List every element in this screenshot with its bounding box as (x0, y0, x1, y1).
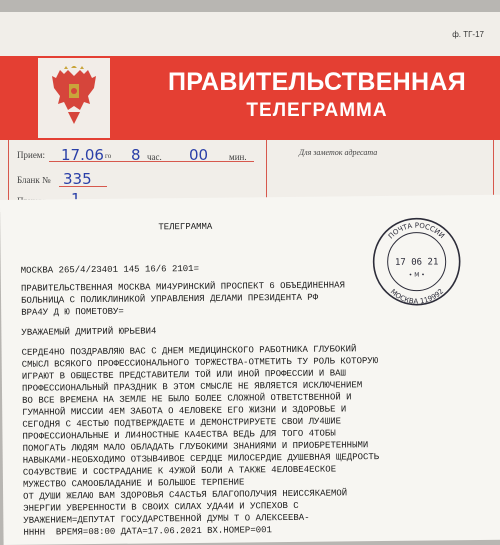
priem-row (17, 150, 45, 160)
body-line: НАВЫКАМИ-НЕОБХОДИМО ОТЗЫВ4ИВОЕ СЕРДЦЕ МИЛОСЕРДИЕ ДУШЕВНАЯ ЩЕДРОСТЬ (22, 452, 380, 466)
telegram-tape-sheet (0, 195, 500, 545)
form-subtitle: ТЕЛЕГРАММА (246, 100, 388, 121)
double-headed-eagle-icon (50, 66, 98, 128)
priem-word: го (105, 152, 112, 160)
blank-row (17, 175, 51, 185)
notes-label: Для заметок адресата (299, 148, 378, 157)
telegram-form-blank (0, 12, 500, 212)
body-line: СЕРДЕ4НО ПОЗДРАВЛЯЮ ВАС С ДНЕМ МЕДИЦИНСКОГО РАБОТНИКА ГЛУБОКИЙ (21, 344, 357, 358)
body-line: ПОМОГАТЬ ЛЮДЯМ МАЛО ОБЛАДАТЬ ГЛУБОКИМИ ЗНАНИЯМИ И ПРИОБРЕТЕННЫМИ (22, 440, 369, 454)
min-label: мин. (229, 152, 247, 162)
hour-label: час. (147, 152, 162, 162)
body-line: СО4УВСТВИЕ И СОСТРАДАНИЕ К 4УЖОЙ БОЛИ А ТАКЖЕ 4ЕЛОВЕ4ЕСКОЕ (22, 464, 337, 478)
body-line: СМЫСЛ ВСЯКОГО ПРОФЕССИОНАЛЬНОГО ТОРЖЕСТВА-ОТМЕТИТЬ ТУ РОЛЬ КОТОРУЮ (21, 356, 379, 370)
address-line: ПРАВИТЕЛЬСТВЕННАЯ МОСКВА МИ4УРИНСКИЙ ПРОСПЕКТ 6 ОБЪЕДИНЕННАЯ (20, 280, 346, 294)
address-line: ВРА4У Д Ю ПОМЕТОВУ= (21, 306, 124, 318)
blank-label: Бланк № (17, 175, 51, 185)
red-banner (0, 56, 500, 140)
priem-label: Прием: (17, 150, 46, 160)
greeting-line: УВАЖАЕМЫЙ ДМИТРИЙ ЮРЬЕВИ4 (21, 326, 157, 338)
body-line: УВАЖЕНИЕМ=ДЕПУТАТ ГОСУДАРСТВЕННОЙ ДУМЫ Т О АЛЕКСЕЕВА- (23, 512, 310, 526)
body-line: ИГРАЮТ В ОБЩЕСТВЕ ПРЕДСТАВИТЕЛИ ТОЙ ИЛИ ИНОЙ ПРОФЕССИИ И ВАШ (21, 368, 346, 382)
telegram-header: ТЕЛЕГРАММА (158, 221, 213, 233)
stamp-date: 17 06 21 (394, 257, 439, 268)
form-code: ф. ТГ-17 (452, 30, 484, 39)
body-line: СЕГОДНЯ С 4ЕСТЬЮ ПОДТВЕРЖДАЕТЕ И ДЕМОНСТРИРУЕТЕ СВОИ ЛУ4ШИЕ (22, 416, 342, 430)
telegram-route: МОСКВА 265/4/23401 145 16/6 2101= (20, 263, 200, 276)
stamp-mark: • M • (408, 271, 425, 279)
body-line: ОТ ДУШИ ЖЕЛАЮ ВАМ ЗДОРОВЬЯ С4АСТЬЯ БЛАГОПОЛУЧИЯ НЕИССЯКАЕМОЙ (23, 488, 348, 502)
priem-min-value: 00 (189, 146, 209, 164)
body-line: МУЖЕСТВО САМООБЛАДАНИЕ И БОЛЬШОЕ ТЕРПЕНИЕ (22, 477, 245, 490)
priem-hour-value: 8 (131, 146, 141, 164)
emblem-box (38, 58, 110, 138)
body-line: ЭНЕРГИИ УВЕРЕННОСТИ В СВОИХ СИЛАХ УДА4И И УСПЕХОВ С (23, 500, 299, 514)
address-line: БОЛЬНИЦА С ПОЛИКЛИНИКОЙ УПРАВЛЕНИЯ ДЕЛАМИ ПРЕЗИДЕНТА РФ (21, 292, 319, 306)
stamp-top-text: ПОЧТА РОССИИ (386, 221, 446, 241)
body-line: ГУМАННОЙ МИССИИ 4ЕМ ЗАБОТА О 4ЕЛОВЕКЕ ЕГО ЖИЗНИ И ЗДОРОВЬЕ И (22, 404, 347, 418)
body-line: ПРОФЕССИОНАЛЬНЫЙ ПРАЗДНИК В ЭТОМ СМЫСЛЕ НЕ ЯВЛЯЕТСЯ ИСКЛЮЧЕНИЕМ (21, 380, 363, 394)
priem-day-value: 17.06 (61, 146, 104, 164)
postmark-stamp (370, 215, 463, 308)
blank-value: 335 (63, 170, 92, 188)
body-line: ВО ВСЕ ВРЕМЕНА НА ЗЕМЛЕ НЕ БЫЛО БОЛЕЕ СЛОЖНОЙ ОТВЕТСТВЕННОЙ И (22, 392, 352, 406)
body-line: ПРОФЕССИОНАЛЬНЫЕ И ЛИ4НОСТНЫЕ КА4ЕСТВА ВЕДЬ ДЛЯ ТОГО 4ТОБЫ (22, 428, 336, 442)
form-title: ПРАВИТЕЛЬСТВЕННАЯ (167, 68, 467, 96)
body-line: НННН ВРЕМЯ=08:00 ДАТА=17.06.2021 ВХ.НОМЕР=001 (23, 525, 272, 538)
stamp-bottom-text: МОСКВА 119992 (388, 287, 446, 306)
